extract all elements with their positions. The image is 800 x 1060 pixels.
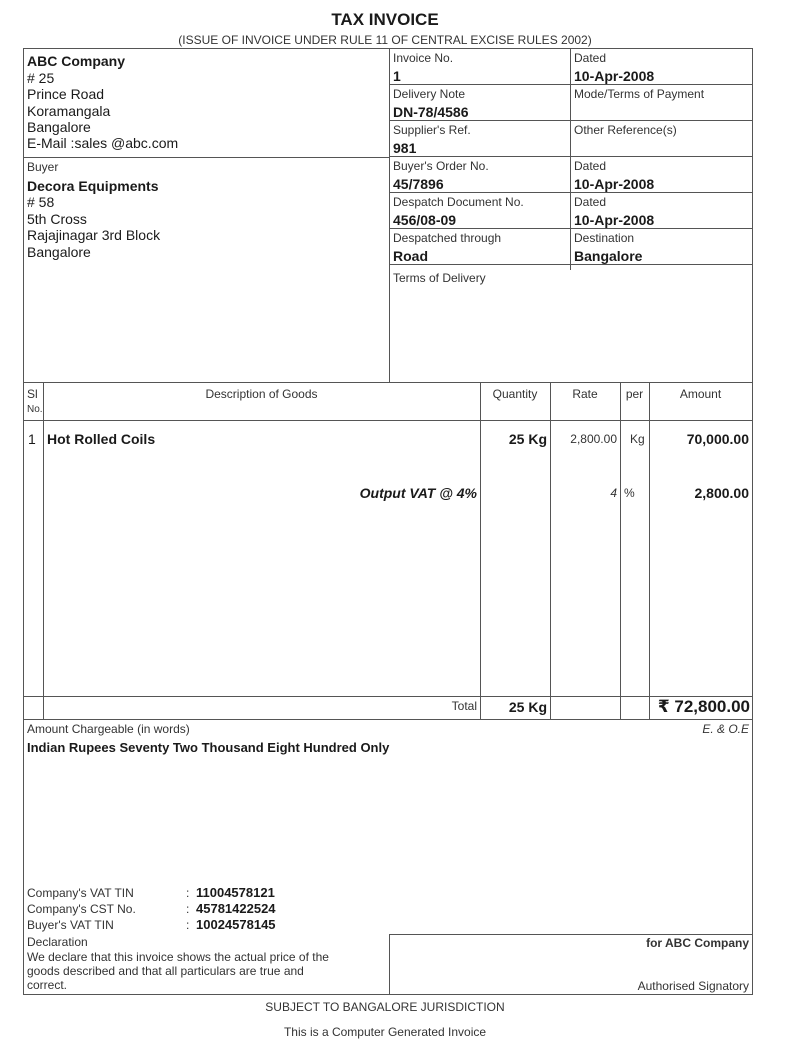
- delivery-note-label: Delivery Note: [393, 87, 466, 101]
- col-sl-header: Sl: [27, 387, 38, 401]
- buyer-label: Buyer: [27, 160, 59, 174]
- despatched-through-label: Despatched through: [393, 231, 502, 245]
- col-rate-header: Rate: [572, 387, 598, 401]
- despatched-through-value: Road: [393, 248, 428, 264]
- mode-terms-label: Mode/Terms of Payment: [574, 87, 705, 101]
- dated-label: Dated: [574, 159, 607, 173]
- item-sl: 1: [28, 431, 36, 447]
- tax-per: %: [624, 486, 635, 500]
- invoice-title: TAX INVOICE: [331, 10, 439, 29]
- buyer-line: Rajajinagar 3rd Block: [27, 227, 161, 243]
- supplier-ref-value: 981: [393, 140, 417, 156]
- amount-words-label: Amount Chargeable (in words): [27, 722, 190, 736]
- supplier-ref-label: Supplier's Ref.: [393, 123, 471, 137]
- seller-line: Prince Road: [27, 86, 105, 102]
- invoice-no-value: 1: [393, 68, 401, 84]
- seller-line: Koramangala: [27, 103, 111, 119]
- despatch-doc-value: 456/08-09: [393, 212, 457, 228]
- jurisdiction-note: SUBJECT TO BANGALORE JURISDICTION: [265, 1000, 505, 1014]
- eoe-label: E. & O.E: [702, 722, 749, 736]
- for-company: for ABC Company: [646, 936, 749, 950]
- destination-label: Destination: [574, 231, 635, 245]
- computer-generated-note: This is a Computer Generated Invoice: [283, 1025, 487, 1039]
- declaration-label: Declaration: [27, 935, 88, 949]
- declaration-text: goods described and that all particulars are true and: [27, 964, 304, 978]
- buyer-line: Bangalore: [27, 244, 91, 260]
- col-no-header: No.: [27, 404, 43, 415]
- item-quantity: 25 Kg: [508, 431, 547, 447]
- seller-line: Bangalore: [27, 119, 91, 135]
- company-cst-value: 45781422524: [196, 901, 276, 916]
- colon: :: [186, 886, 190, 900]
- colon: :: [186, 918, 190, 932]
- other-ref-label: Other Reference(s): [574, 123, 677, 137]
- dated-label: Dated: [574, 51, 607, 65]
- item-per: Kg: [630, 432, 645, 446]
- total-amount: ₹ 72,800.00: [657, 697, 750, 716]
- item-amount: 70,000.00: [686, 431, 749, 447]
- amount-words-value: Indian Rupees Seventy Two Thousand Eight Hundred Only: [27, 740, 390, 755]
- seller-line: # 25: [27, 70, 55, 86]
- declaration-text: correct.: [27, 978, 68, 992]
- company-vat-tin-label: Company's VAT TIN: [27, 886, 134, 900]
- total-quantity: 25 Kg: [508, 699, 547, 715]
- authorised-signatory: Authorised Signatory: [637, 979, 749, 993]
- tax-amount: 2,800.00: [694, 485, 749, 501]
- company-vat-tin-value: 11004578121: [196, 885, 275, 900]
- destination-value: Bangalore: [574, 248, 643, 264]
- col-amount-header: Amount: [679, 387, 722, 401]
- declaration-text: We declare that this invoice shows the actual price of the: [27, 950, 329, 964]
- colon: :: [186, 902, 190, 916]
- seller-name: ABC Company: [27, 53, 126, 69]
- buyer-line: # 58: [27, 194, 55, 210]
- col-quantity-header: Quantity: [492, 387, 538, 401]
- delivery-note-value: DN-78/4586: [393, 104, 469, 120]
- terms-delivery-label: Terms of Delivery: [393, 271, 486, 285]
- buyer-order-label: Buyer's Order No.: [393, 159, 489, 173]
- col-per-header: per: [625, 387, 644, 401]
- item-description: Hot Rolled Coils: [47, 431, 156, 447]
- buyer-vat-tin-value: 10024578145: [196, 917, 276, 932]
- despatch-doc-label: Despatch Document No.: [393, 195, 524, 209]
- dated-label: Dated: [574, 195, 607, 209]
- col-description-header: Description of Goods: [205, 387, 318, 401]
- buyer-order-value: 45/7896: [393, 176, 444, 192]
- invoice-subtitle: (ISSUE OF INVOICE UNDER RULE 11 OF CENTRAL EXCISE RULES 2002): [178, 33, 592, 47]
- invoice-date-value: 10-Apr-2008: [574, 68, 655, 84]
- tax-description: Output VAT @ 4%: [359, 485, 477, 501]
- despatch-date-value: 10-Apr-2008: [574, 212, 655, 228]
- buyer-name: Decora Equipments: [27, 178, 159, 194]
- total-label: Total: [451, 699, 477, 713]
- item-rate: 2,800.00: [570, 432, 617, 446]
- order-date-value: 10-Apr-2008: [574, 176, 655, 192]
- buyer-vat-tin-label: Buyer's VAT TIN: [27, 918, 114, 932]
- buyer-line: 5th Cross: [27, 211, 87, 227]
- company-cst-label: Company's CST No.: [27, 902, 136, 916]
- tax-rate: 4: [610, 486, 617, 500]
- invoice-no-label: Invoice No.: [393, 51, 454, 65]
- seller-email: E-Mail :sales @abc.com: [27, 135, 179, 151]
